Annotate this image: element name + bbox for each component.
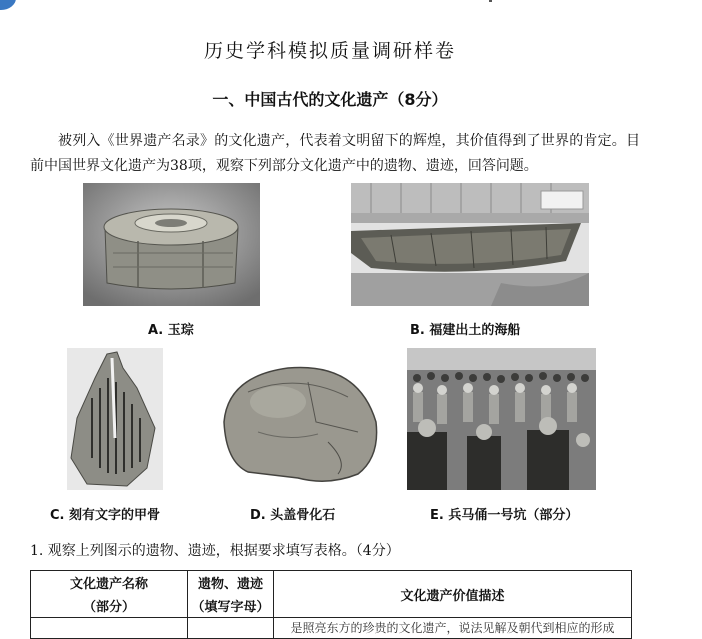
caption-b: B. 福建出土的海船 [410,323,521,338]
header-col1-line2: （部分） [82,600,135,615]
skull-fossil-photo [218,362,380,486]
header-col2-line1: 遗物、遗迹 [197,577,263,592]
header-col2-line2: （填写字母） [191,600,270,615]
caption-d: D. 头盖骨化石 [250,508,336,523]
header-value-description: 文化遗产价值描述 [274,571,632,618]
document-title: 历史学科模拟质量调研样卷 [203,40,456,62]
table-row [31,618,632,639]
caption-a: A. 玉琮 [148,323,194,338]
table-header-row [31,571,632,618]
terracotta-army-photo [407,348,596,490]
cell-description-text: 是照亮东方的珍贵的文化遗产，说法见解及朝代到相应的形成 [290,621,615,635]
oracle-bone-photo [67,348,163,490]
cell-relic-letter[interactable] [188,618,274,639]
section-title: 一、中国古代的文化遗产（8分） [212,90,448,109]
cell-heritage-name[interactable] [31,618,188,639]
school-logo [0,0,16,10]
header-col1-line1: 文化遗产名称 [69,577,148,592]
caption-e: E. 兵马俑一号坑（部分） [430,508,579,523]
page-mark [489,0,492,2]
caption-c: C. 刻有文字的甲骨 [50,508,161,523]
cell-value-description [274,618,632,639]
question-1: 1. 观察上列图示的遗物、遗迹，根据要求填写表格。（4分） [30,543,400,559]
header-heritage-name [31,571,188,618]
ancient-ship-photo [351,183,589,306]
answer-table [30,570,632,639]
intro-paragraph: 被列入《世界遗产名录》的文化遗产，代表着文明留下的辉煌，其价值得到了世界的肯定。目前中国世界文化遗产为38项，观察下列部分文化遗产中的遗物、遗迹，回答问题。 [30,133,640,174]
jade-cong-photo [83,183,260,306]
header-relic-letter [188,571,274,618]
